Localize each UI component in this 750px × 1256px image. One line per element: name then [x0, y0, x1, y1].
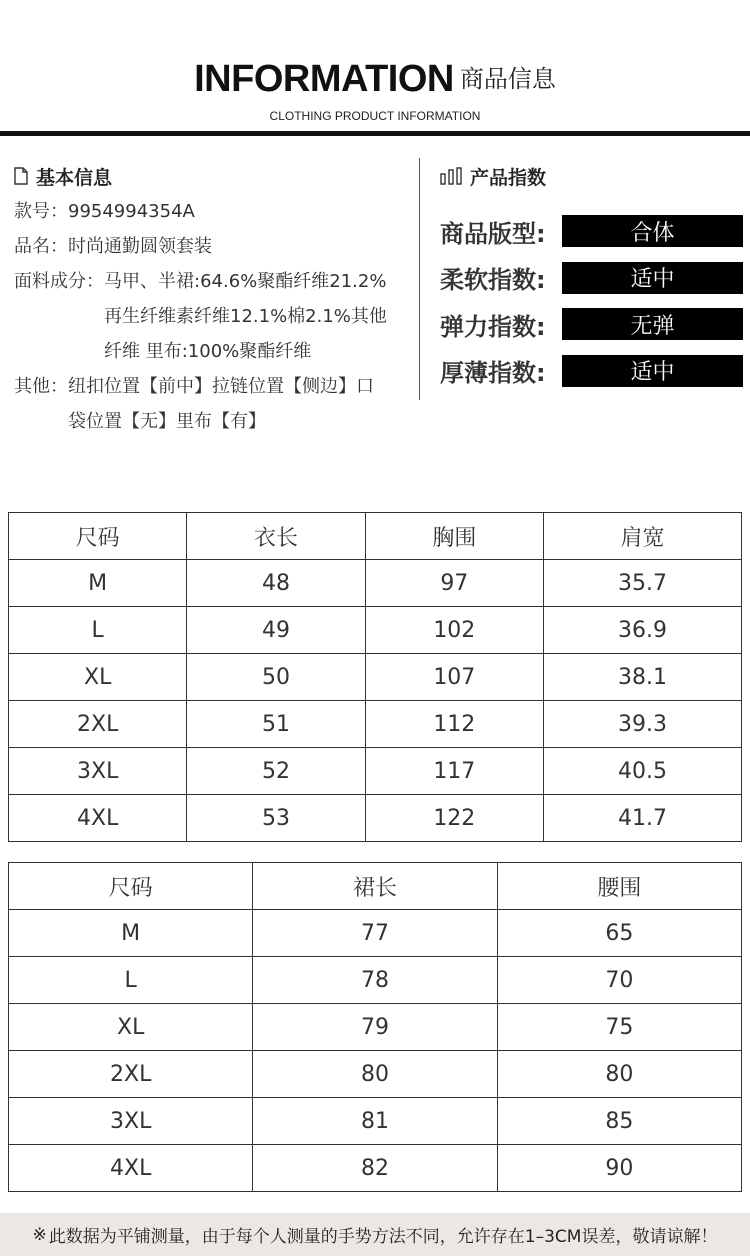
- table-cell: XL: [9, 654, 187, 701]
- table-cell: 97: [365, 560, 543, 607]
- table-cell: 53: [187, 795, 365, 842]
- style-number-row: [14, 194, 414, 229]
- basic-info-heading: [14, 158, 414, 194]
- index-value: 合体: [562, 215, 743, 247]
- table-row: [9, 560, 742, 607]
- section-divider: [419, 158, 420, 400]
- table-cell: 51: [187, 701, 365, 748]
- document-icon: [14, 167, 28, 185]
- skirt-size-table: [8, 862, 742, 1192]
- table-cell: 3XL: [9, 748, 187, 795]
- style-number-value: 9954994354A: [68, 201, 195, 222]
- page-header: [0, 0, 750, 140]
- table-cell: L: [9, 957, 253, 1004]
- table-cell: 2XL: [9, 701, 187, 748]
- table-cell: 112: [365, 701, 543, 748]
- table-cell: 49: [187, 607, 365, 654]
- table-cell: 48: [187, 560, 365, 607]
- table-cell: 122: [365, 795, 543, 842]
- product-name-row: [14, 229, 414, 264]
- table-header-cell: 腰围: [497, 863, 741, 910]
- table-header-row: [9, 513, 742, 560]
- index-label: 弹力指数:: [440, 312, 546, 341]
- table-row: [9, 1051, 742, 1098]
- title-row: [0, 58, 750, 101]
- table-cell: 117: [365, 748, 543, 795]
- table-cell: 80: [497, 1051, 741, 1098]
- other-label: 其他：: [14, 376, 68, 397]
- table-cell: 65: [497, 910, 741, 957]
- table-cell: 80: [253, 1051, 497, 1098]
- reference-mark: ※: [32, 1224, 47, 1245]
- product-index-section: [440, 158, 744, 394]
- page-title: INFORMATION: [194, 58, 454, 100]
- index-row-softness: [440, 255, 744, 302]
- table-cell: 75: [497, 1004, 741, 1051]
- table-cell: M: [9, 910, 253, 957]
- table-row: [9, 701, 742, 748]
- table-row: [9, 795, 742, 842]
- style-number-label: 款号：: [14, 201, 68, 222]
- other-value: 纽扣位置【前中】拉链位置【侧边】口袋位置【无】里布【有】: [68, 376, 374, 432]
- table-cell: 39.3: [543, 701, 741, 748]
- table-cell: 107: [365, 654, 543, 701]
- page-subtitle: CLOTHING PRODUCT INFORMATION: [269, 109, 481, 123]
- table-cell: 35.7: [543, 560, 741, 607]
- table-cell: 77: [253, 910, 497, 957]
- table-cell: 70: [497, 957, 741, 1004]
- index-value: 适中: [562, 262, 743, 294]
- product-name-value: 时尚通勤圆领套装: [68, 236, 212, 257]
- index-list: [440, 208, 744, 394]
- table-row: [9, 607, 742, 654]
- table-cell: 2XL: [9, 1051, 253, 1098]
- table-row: [9, 1145, 742, 1192]
- product-index-title: 产品指数: [470, 166, 547, 189]
- product-index-heading: [440, 158, 744, 194]
- table-row: [9, 748, 742, 795]
- material-row: [14, 264, 414, 369]
- table-cell: 81: [253, 1098, 497, 1145]
- measurement-note-text: 此数据为平铺测量，由于每个人测量的手势方法不同，允许存在1–3CM误差，敬请谅解！: [48, 1227, 718, 1247]
- index-label: 柔软指数:: [440, 266, 546, 295]
- table-cell: 41.7: [543, 795, 741, 842]
- table-header-cell: 尺码: [9, 513, 187, 560]
- table-cell: 52: [187, 748, 365, 795]
- index-value: 无弹: [562, 308, 743, 340]
- table-row: [9, 910, 742, 957]
- index-value: 适中: [562, 355, 743, 387]
- table-cell: 102: [365, 607, 543, 654]
- index-label: 厚薄指数:: [440, 359, 546, 388]
- material-value: 马甲、半裙:64.6%聚酯纤维21.2%再生纤维素纤维12.1%棉2.1%其他纤维 里布:100%聚酯纤维: [104, 271, 387, 362]
- table-cell: 78: [253, 957, 497, 1004]
- table-cell: 38.1: [543, 654, 741, 701]
- table-cell: XL: [9, 1004, 253, 1051]
- table-cell: 50: [187, 654, 365, 701]
- table-row: [9, 654, 742, 701]
- basic-info-section: [14, 158, 414, 439]
- basic-info-title: 基本信息: [36, 166, 113, 189]
- index-label: 商品版型:: [440, 219, 546, 248]
- table-cell: 40.5: [543, 748, 741, 795]
- other-row: [14, 369, 414, 439]
- table-header-cell: 衣长: [187, 513, 365, 560]
- table-cell: 82: [253, 1145, 497, 1192]
- product-name-label: 品名：: [14, 236, 68, 257]
- index-row-elasticity: [440, 301, 744, 348]
- index-row-thickness: [440, 348, 744, 395]
- table-cell: M: [9, 560, 187, 607]
- bar-chart-icon: [440, 167, 462, 185]
- table-cell: 3XL: [9, 1098, 253, 1145]
- header-divider: [0, 131, 750, 136]
- table-header-cell: 肩宽: [543, 513, 741, 560]
- table-cell: 4XL: [9, 1145, 253, 1192]
- material-label: 面料成分：: [14, 271, 104, 292]
- measurement-note: [0, 1213, 750, 1256]
- table-header-cell: 裙长: [253, 863, 497, 910]
- table-header-cell: 胸围: [365, 513, 543, 560]
- table-cell: 79: [253, 1004, 497, 1051]
- top-size-table: [8, 512, 742, 842]
- table-row: [9, 1004, 742, 1051]
- table-cell: 36.9: [543, 607, 741, 654]
- table-cell: L: [9, 607, 187, 654]
- table-header-row: [9, 863, 742, 910]
- table-cell: 90: [497, 1145, 741, 1192]
- table-header-cell: 尺码: [9, 863, 253, 910]
- page-title-cn: 商品信息: [459, 65, 556, 93]
- table-cell: 4XL: [9, 795, 187, 842]
- index-row-fit: [440, 208, 744, 255]
- table-cell: 85: [497, 1098, 741, 1145]
- table-row: [9, 1098, 742, 1145]
- table-row: [9, 957, 742, 1004]
